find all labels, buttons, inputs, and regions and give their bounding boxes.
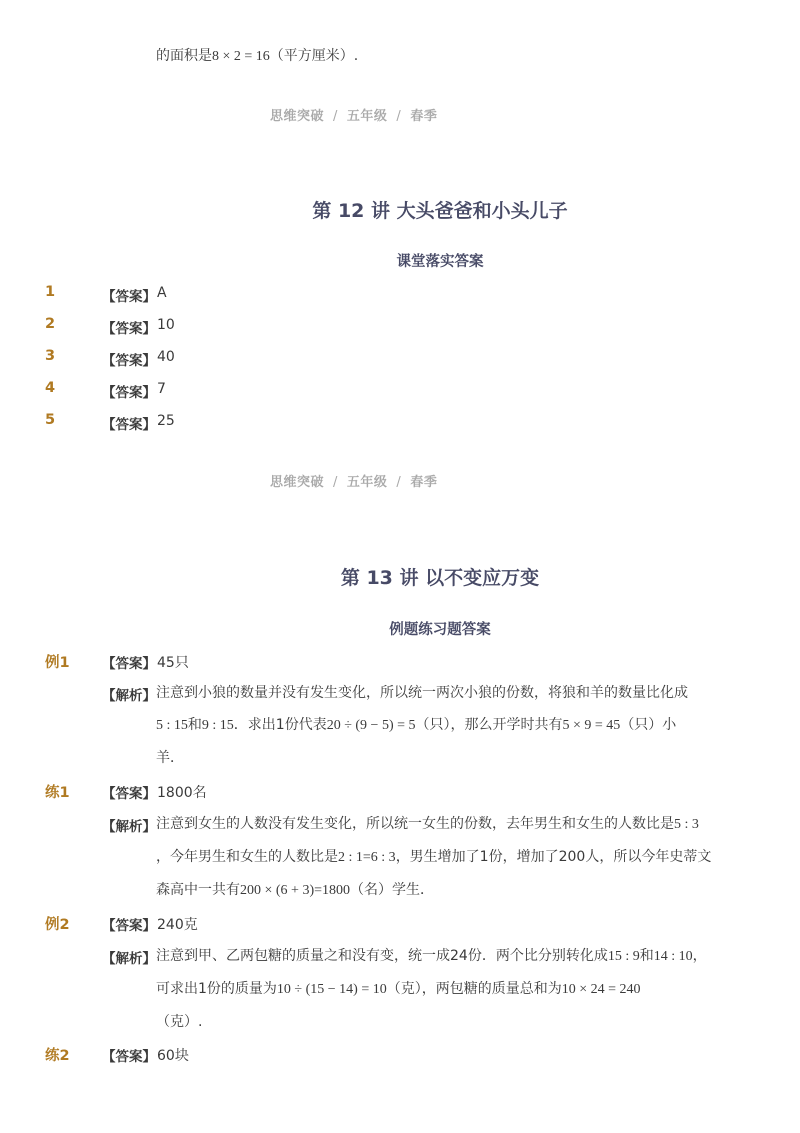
answer-tag: 【答案】: [102, 417, 156, 433]
answer-value: 40: [157, 349, 175, 365]
lesson-12-section-title: 课堂落实答案: [396, 254, 484, 270]
answer-tag: 【答案】: [102, 786, 156, 802]
question-number: 2: [45, 316, 56, 332]
top-formula-line: 的面积是8 × 2 = 16（平方厘米）.: [156, 48, 359, 64]
analysis-text: 注意到甲、乙两包糖的质量之和没有变，统一成24份．两个比分别转化成15 : 9和14 : 10， 可求出1份的质量为10 ÷ (15 − 14) = 10（克），两包糖的质量总和为10 × 24 = 240 （克）.: [156, 948, 707, 1030]
analysis-text: 注意到女生的人数没有发生变化，所以统一女生的份数，去年男生和女生的人数比是5 : 3 ，今年男生和女生的人数比是2 : 1=6 : 3，男生增加了1份，增加了200人，所以今年史蒂文 森高中一共有200 × (6 + 3)=1800（名）学生．: [156, 816, 712, 898]
practice-number: 练2: [45, 1048, 70, 1064]
answer-value: 240克: [157, 917, 198, 933]
analysis-tag: 【解析】: [102, 951, 156, 967]
practice-number: 练1: [45, 785, 70, 801]
page-footer: 思维突破 / 五年级 / 春季: [270, 109, 438, 124]
analysis-tag: 【解析】: [102, 819, 156, 835]
answer-value: 25: [157, 413, 175, 429]
lesson-13-section-title: 例题练习题答案: [389, 622, 491, 638]
question-number: 3: [45, 348, 56, 364]
answer-value: 45只: [157, 655, 189, 671]
answer-value: 1800名: [157, 785, 207, 801]
answer-value: 7: [157, 381, 166, 397]
answer-tag: 【答案】: [102, 1049, 156, 1065]
analysis-text: 注意到小狼的数量并没有发生变化，所以统一两次小狼的份数，将狼和羊的数量比化成 5 : 15和9 : 15．求出1份代表20 ÷ (9 − 5) = 5（只），那么开学时共有5 × 9 = 45（只）小 羊．: [156, 685, 688, 766]
question-number: 5: [45, 412, 56, 428]
answer-value: 10: [157, 317, 175, 333]
answer-tag: 【答案】: [102, 385, 156, 401]
lesson-12-title: 第 12 讲 大头爸爸和小头儿子: [312, 200, 568, 222]
page-footer: 思维突破 / 五年级 / 春季: [270, 475, 438, 490]
answer-tag: 【答案】: [102, 353, 156, 369]
answer-value: A: [157, 285, 167, 301]
question-number: 4: [45, 380, 56, 396]
analysis-tag: 【解析】: [102, 688, 156, 704]
answer-tag: 【答案】: [102, 321, 156, 337]
answer-value: 60块: [157, 1048, 189, 1064]
answer-tag: 【答案】: [102, 656, 156, 672]
answer-tag: 【答案】: [102, 918, 156, 934]
example-number: 例2: [45, 917, 70, 933]
lesson-13-title: 第 13 讲 以不变应万变: [340, 567, 540, 589]
answer-tag: 【答案】: [102, 289, 156, 305]
example-number: 例1: [45, 655, 70, 671]
question-number: 1: [45, 284, 56, 300]
